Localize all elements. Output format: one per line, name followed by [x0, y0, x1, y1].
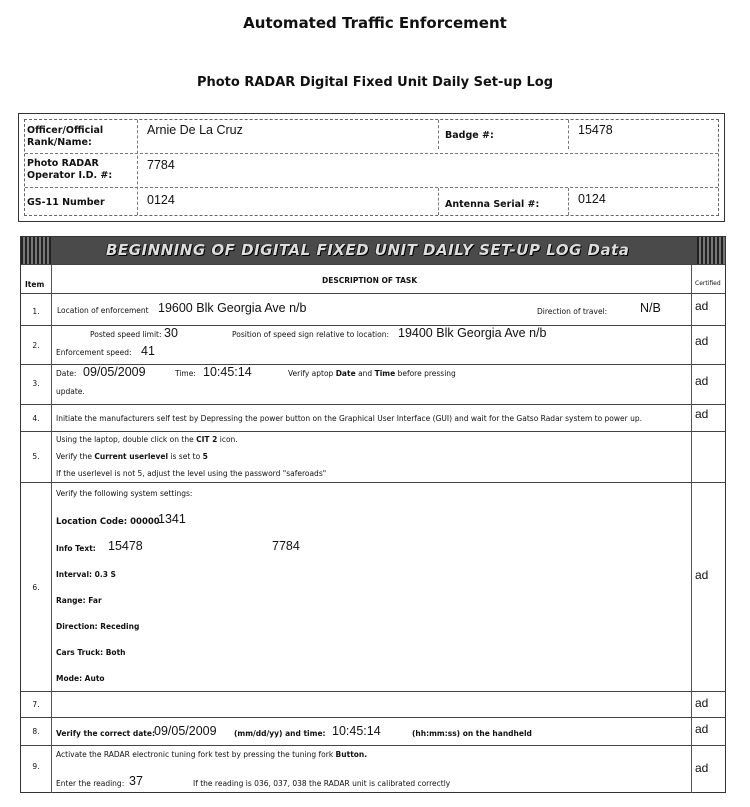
officer-label: Officer/Official Rank/Name:	[27, 125, 104, 148]
certified-initials: ad	[695, 374, 709, 388]
certified-initials: ad	[695, 568, 709, 582]
table-row	[21, 745, 725, 793]
document-subtitle: Photo RADAR Digital Fixed Unit Daily Set-up Log	[196, 75, 554, 90]
description-column-header: DESCRIPTION OF TASK	[322, 276, 418, 285]
date-format-label: (mm/dd/yy) and time:	[234, 729, 326, 738]
certified-initials: ad	[695, 299, 709, 313]
mode-setting: Mode: Auto	[56, 674, 105, 683]
certified-initials: ad	[695, 696, 709, 710]
table-row	[21, 482, 725, 691]
direction-setting: Direction: Receding	[56, 622, 140, 631]
posted-speed-value: 30	[164, 326, 178, 340]
table-row	[21, 431, 725, 482]
verify-and-text: and	[358, 369, 373, 378]
location-code-label: Location Code: 00000	[56, 517, 160, 527]
item-column-header: Item	[25, 280, 45, 289]
location-code-value: 1341	[158, 512, 186, 526]
row-number: 6.	[32, 583, 40, 592]
row-number: 7.	[32, 700, 40, 709]
self-test-instruction: Initiate the manufacturers self test by Depressing the power button on the Graphical User Interface (GUI) and wait for the Gatso Radar system to power up.	[56, 414, 643, 423]
certified-initials: ad	[695, 722, 709, 736]
info-text-value-operator: 7784	[272, 539, 300, 553]
tuning-fork-button-bold: Button.	[335, 750, 368, 759]
reading-value: 37	[129, 774, 143, 788]
handheld-date-value: 09/05/2009	[154, 724, 217, 738]
reading-calibration-note: If the reading is 036, 037, 038 the RADAR unit is calibrated correctly	[193, 779, 451, 788]
certified-initials: ad	[695, 407, 709, 421]
interval-setting: Interval: 0.3 S	[56, 570, 116, 579]
antenna-serial-label: Antenna Serial #:	[445, 199, 540, 210]
verify-correct-date-label: Verify the correct date:	[56, 729, 155, 738]
table-row	[21, 364, 725, 404]
officer-info-box	[18, 113, 725, 222]
row-number: 5.	[32, 452, 40, 461]
cit-instruction-text: Using the laptop, double click on the	[56, 435, 194, 444]
gs-number-label: GS-11 Number	[27, 197, 105, 208]
cit-icon-suffix: icon.	[219, 435, 238, 444]
verify-post-text: before pressing	[397, 369, 456, 378]
table-row	[21, 293, 725, 325]
table-row	[21, 325, 725, 364]
verify-update-text: update.	[56, 387, 85, 396]
location-label: Location of enforcement	[57, 306, 149, 315]
tuning-fork-instruction: Activate the RADAR electronic tuning fork test by pressing the tuning fork	[56, 750, 334, 759]
row-number: 3.	[32, 379, 40, 388]
table-row	[21, 404, 725, 431]
certified-initials: ad	[695, 334, 709, 348]
badge-value: 15478	[578, 123, 613, 137]
posted-speed-label: Posted speed limit:	[90, 330, 162, 339]
gs-number-value: 0124	[147, 193, 175, 207]
reading-label: Enter the reading:	[56, 779, 125, 788]
info-text-value-badge: 15478	[108, 539, 143, 553]
direction-value: N/B	[640, 301, 661, 315]
table-row	[21, 717, 725, 745]
system-settings-intro: Verify the following system settings:	[56, 489, 193, 498]
userlevel-verify-text: Verify the	[56, 452, 92, 461]
badge-label: Badge #:	[445, 130, 494, 141]
sign-position-value: 19400 Blk Georgia Ave n/b	[398, 326, 547, 340]
verify-date-bold: Date	[335, 369, 356, 378]
cit-icon-name: CIT 2	[196, 435, 218, 444]
section-banner: BEGINNING OF DIGITAL FIXED UNIT DAILY SET-UP LOG Data	[21, 237, 725, 264]
operator-label: Photo RADAR Operator I.D. #:	[27, 158, 113, 181]
location-value: 19600 Blk Georgia Ave n/b	[158, 301, 307, 315]
cars-truck-setting: Cars Truck: Both	[56, 648, 126, 657]
row-number: 1.	[32, 307, 40, 316]
userlevel-mid-text: is set to	[170, 452, 201, 461]
officer-name-value: Arnie De La Cruz	[147, 123, 243, 137]
userlevel-password-note: If the userlevel is not 5, adjust the level using the password "saferoads"	[56, 469, 327, 478]
row-number: 4.	[32, 414, 40, 423]
info-text-label: Info Text:	[56, 544, 96, 553]
verify-laptop-text: Verify aptop	[288, 369, 334, 378]
date-label: Date:	[56, 369, 77, 378]
direction-label: Direction of travel:	[537, 307, 608, 316]
sign-position-label: Position of speed sign relative to location:	[232, 330, 390, 339]
operator-value: 7784	[147, 158, 175, 172]
row-number: 9.	[32, 762, 40, 771]
task-table	[20, 236, 726, 793]
date-value: 09/05/2009	[83, 365, 146, 379]
antenna-serial-value: 0124	[578, 192, 606, 206]
userlevel-value: 5	[202, 452, 208, 461]
row-number: 2.	[32, 341, 40, 350]
table-header-row	[21, 264, 725, 293]
time-label: Time:	[175, 369, 196, 378]
certified-initials: ad	[695, 761, 709, 775]
handheld-time-value: 10:45:14	[332, 724, 381, 738]
certified-column-header: Certified	[695, 280, 721, 287]
table-row	[21, 691, 725, 717]
userlevel-bold: Current userlevel	[94, 452, 169, 461]
enforcement-speed-value: 41	[141, 344, 155, 358]
document-title: Automated Traffic Enforcement	[243, 14, 507, 32]
row-number: 8.	[32, 727, 40, 736]
time-format-label: (hh:mm:ss) on the handheld	[412, 729, 532, 738]
verify-time-bold: Time	[374, 369, 396, 378]
time-value: 10:45:14	[203, 365, 252, 379]
enforcement-speed-label: Enforcement speed:	[56, 348, 132, 357]
range-setting: Range: Far	[56, 596, 102, 605]
